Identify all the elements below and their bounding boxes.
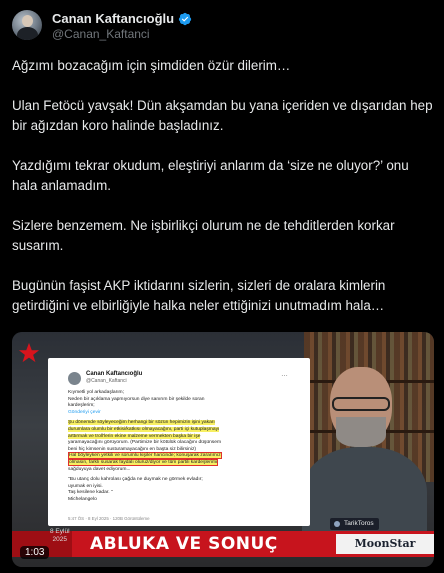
- doc-line: beni hiç kimsenin susturamayacağını en başta siz bilirsiniz): [68, 446, 197, 452]
- verified-badge-icon: [178, 12, 192, 26]
- author-handle[interactable]: @Canan_Kaftanci: [52, 27, 150, 41]
- doc-body: [68, 390, 288, 504]
- presenter: [312, 357, 417, 537]
- doc-line: Neden bir açıklama yapmıyorsun diye sanırım bir şekilde soran: [68, 396, 205, 402]
- doc-line-highlight: durumlara olumlu bir etkisi/katkısı olmayacağını, parti içi kutuplaşmayı: [68, 426, 220, 432]
- avatar[interactable]: [12, 10, 42, 40]
- doc-avatar: [68, 372, 81, 385]
- presenter-tag-label: TarikToros: [344, 520, 374, 527]
- doc-line-highlight: Hal böyleyken yetkili ve sorumlu kişiler haricinde; konuşarak zararımız: [69, 453, 221, 459]
- doc-author-handle: @Canan_Kaftanci: [86, 378, 127, 384]
- date-day: 8 Eylül: [50, 528, 70, 535]
- video-timestamp: 1:03: [20, 546, 49, 559]
- ticker-headline: ABLUKA VE SONUÇ: [90, 534, 278, 554]
- video-frame: [12, 332, 434, 567]
- channel-star-icon: [18, 342, 40, 364]
- tweet-paragraph: Ağzımı bozacağım için şimdiden özür dilerim…: [12, 58, 291, 73]
- doc-line: kardeşlerim;: [68, 403, 95, 409]
- doc-line: uyumak en iyisi.: [68, 483, 103, 489]
- news-ticker: [12, 531, 434, 557]
- tweet-paragraph: Bugünün faşist AKP iktidarını sizlerin, sizleri de oralara kimlerin getirdiğini ve elbirliğiyle halka neler ettiğinizi unutmadım hala…: [12, 278, 386, 313]
- doc-meta: 5:47 ÖS · 8 Eyl 2025 · 120B Görüntüleme: [68, 516, 150, 521]
- author-name-row[interactable]: [52, 11, 192, 26]
- doc-line-highlight: arttırmak ve troll'lerin ekine malzeme vermekten başka bir işe: [68, 433, 201, 439]
- date-year: 2025: [52, 536, 67, 543]
- broadcast-date: [50, 528, 70, 544]
- tweet-paragraph: Sizlere benzemem. Ne işbirlikçi olurum ne de tehditlerden korkar susarım.: [12, 218, 395, 253]
- presenter-dot-icon: [334, 521, 340, 527]
- more-icon: …: [281, 371, 288, 378]
- embedded-tweet-screenshot: [48, 358, 310, 526]
- doc-line: "Bu utanç dolu kahrolası çağda ne duymak ne görmek evladır;: [68, 477, 203, 483]
- tweet-body: [12, 56, 434, 376]
- channel-brand: MoonStar: [336, 534, 434, 554]
- author-display-name[interactable]: Canan Kaftancıoğlu: [52, 11, 175, 26]
- tweet-header: [12, 10, 432, 44]
- doc-line: yaramayacağını görüyorum. (Partimize bir kötülük olacağını düşünsem: [68, 440, 222, 446]
- tweet-paragraph: Ulan Fetöcü yavşak! Dün akşamdan bu yana içeriden ve dışarıdan hep bir ağızdan koro halinde başladınız.: [12, 98, 433, 133]
- doc-translate-link: Gönderiyi çevir: [68, 409, 101, 415]
- doc-author-name: Canan Kaftancıoğlu: [86, 371, 143, 377]
- doc-line: Michelangelo: [68, 496, 97, 502]
- doc-line-highlight: Şu dönemde söyleyeceğim herhangi bir sözün hepimizin işini yakarı: [68, 420, 215, 426]
- presenter-tag: [330, 518, 379, 530]
- doc-line-highlight: olmasın, farklı susarak faydalı oluruz/diyor ve tüm partili kardeşlerimi: [69, 459, 218, 465]
- video-player[interactable]: [12, 332, 434, 567]
- doc-line: Kıymetli yol arkadaşlarım;: [68, 390, 124, 395]
- doc-line: sağduyuya davet ediyorum...: [68, 466, 131, 472]
- tweet-paragraph: Yazdığımı tekrar okudum, eleştiriyi anlarım da ‘size ne oluyor?’ onu hala anlamadım.: [12, 158, 409, 193]
- doc-line: Taş kesilene kadar. ": [68, 490, 113, 496]
